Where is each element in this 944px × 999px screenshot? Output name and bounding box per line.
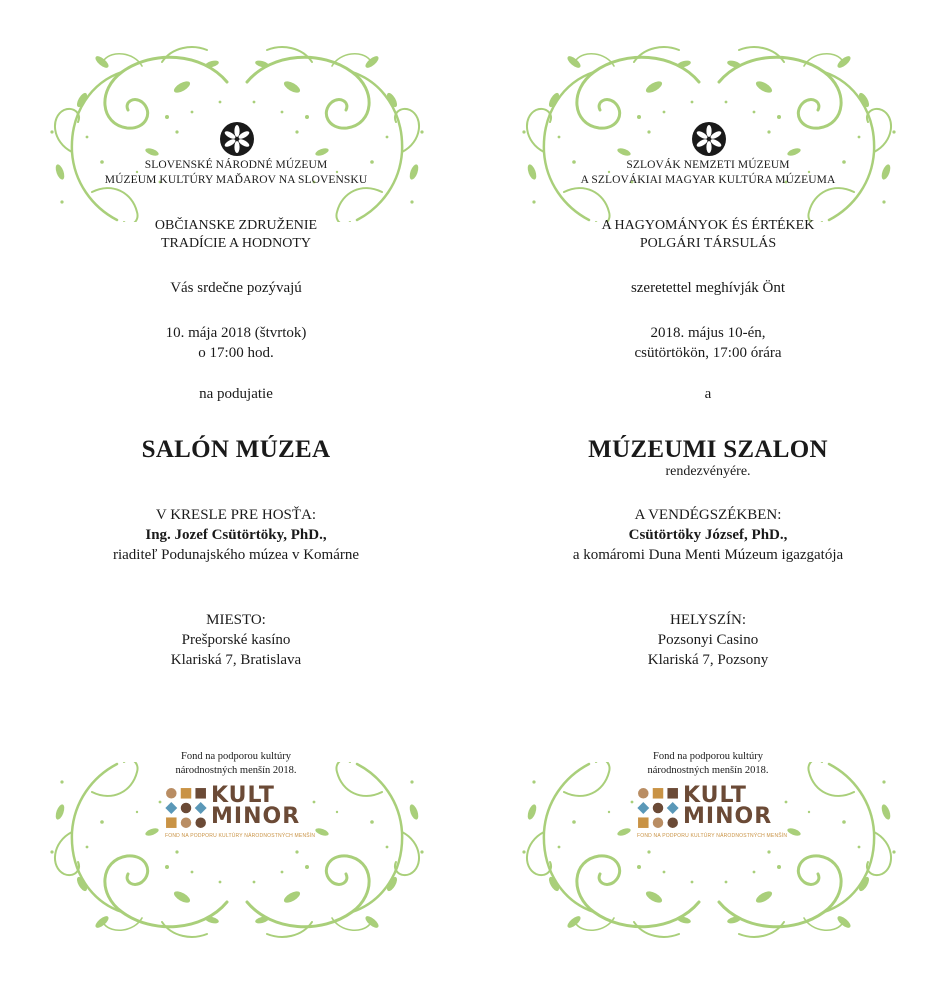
- floral-ornament: [704, 42, 904, 222]
- venue-heading: MIESTO:: [206, 612, 266, 628]
- guest-name: Csütörtöky József, PhD.,: [628, 527, 788, 543]
- event-date: 2018. május 10-én, csütörtökön, 17:00 órára: [634, 325, 782, 361]
- guest-name: Ing. Jozef Csütörtöky, PhD.,: [145, 527, 327, 543]
- museum-name: SZLOVÁK NEMZETI MÚZEUM A SZLOVÁKIAI MAGYAR KULTÚRA MÚZEUMA: [580, 159, 836, 186]
- event-intro: na podujatie: [199, 386, 273, 402]
- venue-name: Pozsonyi Casino: [657, 632, 759, 648]
- kult-minor-logo: KULT MINOR FOND NA PODPORU KULTÚRY NÁRODNOSTNÝCH MENŠÍN: [165, 783, 316, 839]
- event-intro: a: [704, 386, 712, 402]
- association-name: A HAGYOMÁNYOK ÉS ÉRTÉKEK POLGÁRI TÁRSULÁS: [601, 218, 815, 251]
- guest-heading: A VENDÉGSZÉKBEN:: [634, 507, 782, 523]
- invitation-hungarian: [472, 0, 944, 999]
- venue-address: Klariská 7, Bratislava: [170, 652, 302, 668]
- venue-info: [472, 610, 944, 670]
- kult-minor-logo-icon: [165, 787, 207, 829]
- floral-ornament: [42, 42, 242, 222]
- venue-name: Prešporské kasíno: [181, 632, 291, 648]
- museum-name: SLOVENSKÉ NÁRODNÉ MÚZEUM MÚZEUM KULTÚRY MAĎAROV NA SLOVENSKU: [104, 159, 368, 186]
- guest-role: riaditeľ Podunajského múzea v Komárne: [112, 547, 360, 563]
- floral-ornament: [232, 42, 432, 222]
- museum-star-icon: [692, 122, 726, 156]
- invitation-phrase: szeretettel meghívják Önt: [630, 280, 786, 296]
- event-title: SALÓN MÚZEA: [141, 436, 331, 463]
- guest-info: [472, 505, 944, 565]
- venue-info: [0, 610, 472, 670]
- floral-ornament: [514, 42, 714, 222]
- guest-heading: V KRESLE PRE HOSŤA:: [155, 507, 317, 523]
- sponsor-note: Fond na podporou kultúry národnostných menšín 2018.: [175, 751, 297, 776]
- kult-minor-logo: KULT MINOR FOND NA PODPORU KULTÚRY NÁRODNOSTNÝCH MENŠÍN: [637, 783, 788, 839]
- invitation-phrase: Vás srdečne pozývajú: [170, 280, 302, 296]
- sponsor-note: Fond na podporou kultúry národnostných menšín 2018.: [647, 751, 769, 776]
- kult-minor-logo-icon: [637, 787, 679, 829]
- museum-star-icon: [220, 122, 254, 156]
- event-subtitle: rendezvényére.: [665, 464, 751, 479]
- venue-address: Klariská 7, Pozsony: [647, 652, 769, 668]
- venue-heading: HELYSZÍN:: [670, 612, 746, 628]
- guest-info: [0, 505, 472, 565]
- event-date: 10. mája 2018 (štvrtok) o 17:00 hod.: [165, 325, 307, 361]
- guest-role: a komáromi Duna Menti Múzeum igazgatója: [572, 547, 844, 563]
- event-title: MÚZEUMI SZALON: [588, 436, 828, 463]
- association-name: OBČIANSKE ZDRUŽENIE TRADÍCIE A HODNOTY: [154, 218, 318, 251]
